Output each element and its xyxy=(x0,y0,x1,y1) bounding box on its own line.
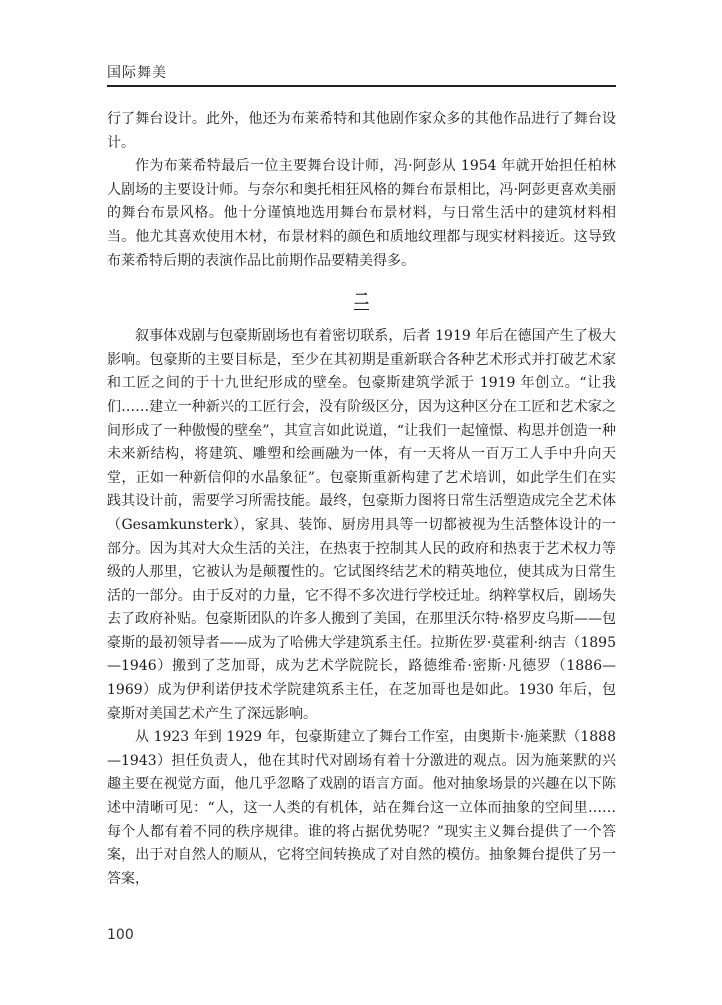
page-number: 100 xyxy=(107,927,134,943)
paragraph-2: 作为布莱希特最后一位主要舞台设计师，冯·阿彭从 1954 年就开始担任柏林人剧场的主要设计师。与奈尔和奥托相狂风格的舞台布景相比，冯·阿彭更喜欢美丽的舞台布景风格。他十分谨慎地选用舞台布景材料，与日常生活中的建筑材料相当。他尤其喜欢使用木材，布景材料的颜色和质地纹理都与现实材料接近。这导致布莱希特后期的表演作品比前期作品要精美得多。 xyxy=(107,158,616,269)
header-title: 国际舞美 xyxy=(107,65,167,81)
section-number: 二 xyxy=(353,290,369,309)
paragraph-1: 行了舞台设计。此外，他还为布莱希特和其他剧作家众多的其他作品进行了舞台设计。 xyxy=(107,111,616,151)
header-rule xyxy=(107,85,616,87)
paragraph-3: 叙事体戏剧与包豪斯剧场也有着密切联系，后者 1919 年后在德国产生了极大影响。包豪斯的主要目标是，至少在其初期是重新联合各种艺术形式并打破艺术家和工匠之间的于十九世纪形成的壁垒。包豪斯建筑学派于 1919 年创立。“让我们……建立一种新兴的工匠行会，没有阶级区分，因为这种区分在工匠和艺术家之间形成了一种傲慢的壁垒”，其宣言如此说道，“让我们一起憧憬、构思并创造一种未来新结构，将建筑、雕塑和绘画融为一体，有一天将从一百万工人手中升向天堂，正如一种新信仰的水晶象征”。包豪斯重新构建了艺术培训，如此学生们在实践其设计前，需要学习所需技能。最终，包豪斯力图将日常生活塑造成完全艺术体（Gesamkunsterk），家具、装饰、厨房用具等一切都被视为生活整体设计的一部分。因为其对大众生活的关注，在热衷于控制其人民的政府和热衷于艺术权力等级的人那里，它被认为是颠覆性的。它试图终结艺术的精英地位，使其成为日常生活的一部分。由于反对的力量，它不得不多次进行学校迁址。纳粹掌权后，剧场失去了政府补贴。包豪斯团队的许多人搬到了美国，在那里沃尔特·格罗皮乌斯——包豪斯的最初领导者——成为了哈佛大学建筑系主任。拉斯佐罗·莫霍利·纳吉（1895—1946）搬到了芝加哥，成为艺术学院院长，路德维希·密斯·凡德罗（1886—1969）成为伊利诺伊技术学院建筑系主任，在芝加哥也是如此。1930 年后，包豪斯对美国艺术产生了深远影响。 xyxy=(107,328,616,722)
running-header xyxy=(107,64,616,82)
page-body xyxy=(107,108,616,891)
paragraph-4: 从 1923 年到 1929 年，包豪斯建立了舞台工作室，由奥斯卡·施莱默（1888—1943）担任负责人，他在其时代对剧场有着十分激进的观点。因为施莱默的兴趣主要在视觉方面，他几乎忽略了戏剧的语言方面。他对抽象场景的兴趣在以下陈述中清晰可见：“人，这一人类的有机体，站在舞台这一立体而抽象的空间里……每个人都有着不同的秩序规律。谁的将占据优势呢？”现实主义舞台提供了一个答案，出于对自然人的顺从，它将空间转换成了对自然的模仿。抽象舞台提供了另一答案， xyxy=(107,729,616,887)
